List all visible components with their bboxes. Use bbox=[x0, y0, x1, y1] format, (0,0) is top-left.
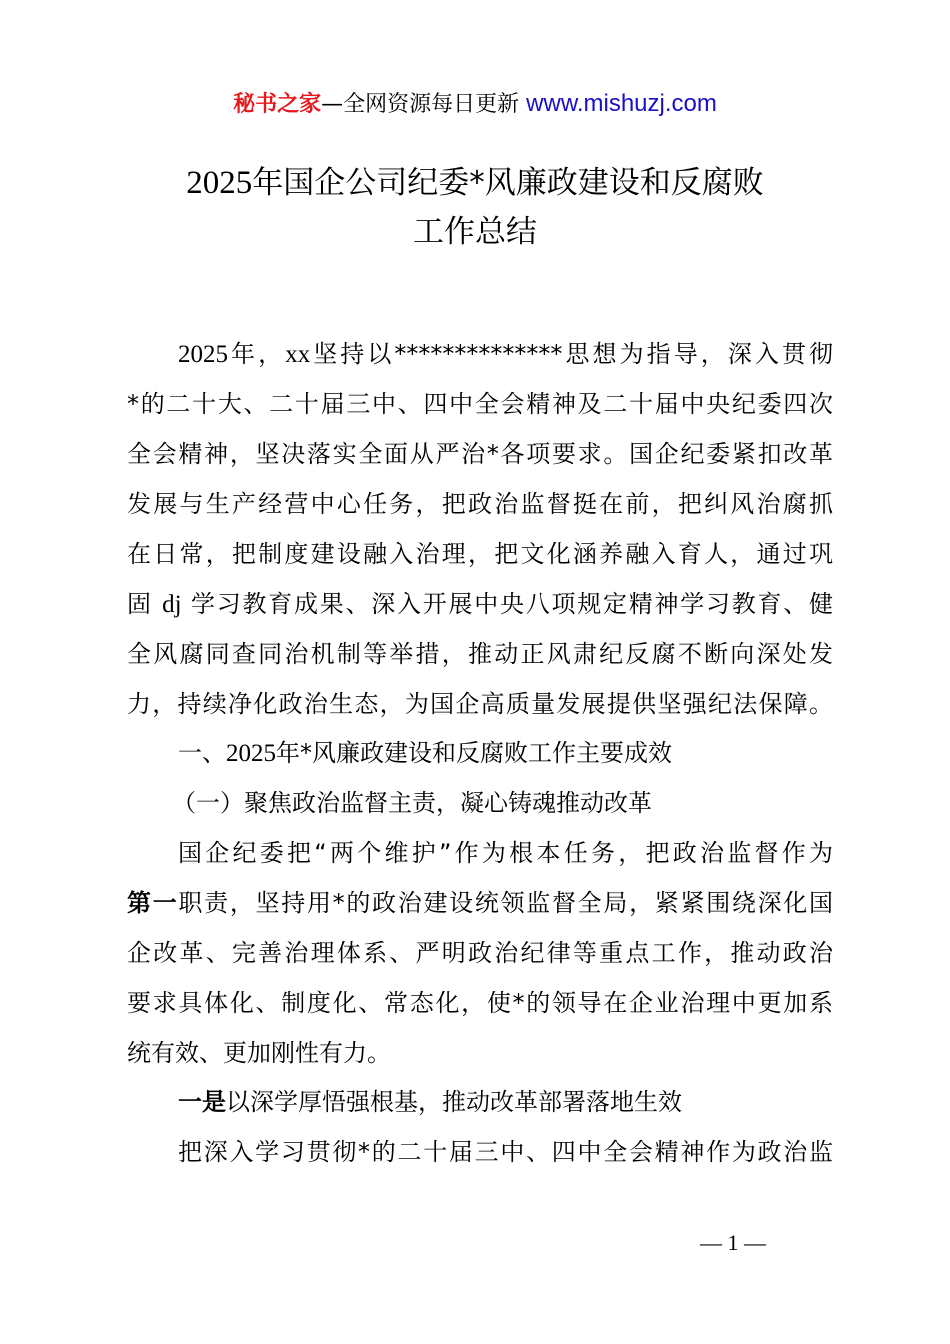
section-heading-1 bbox=[178, 737, 833, 770]
text-segment: 固 bbox=[127, 590, 153, 618]
subsection-heading-1: （一）聚焦政治监督主责，凝心铸魂推动改革 bbox=[172, 789, 652, 817]
text-segment: 以深学厚悟强根基，推动改革部署落地生效 bbox=[226, 1088, 682, 1116]
text-xx: xx bbox=[285, 341, 311, 368]
paragraph-2-line-4: 要求具体化、制度化、常态化，使*的领导在企业治理中更加系 bbox=[127, 989, 833, 1017]
document-title-line-1 bbox=[0, 157, 950, 209]
heading-year: 2025 bbox=[226, 740, 276, 767]
text-segment: 职责，坚持用*的政治建设统领监督全局，紧紧围绕深化国 bbox=[178, 889, 834, 917]
paragraph-1-line-4: 发展与生产经营中心任务，把政治监督挺在前，把纠风治腐抓 bbox=[127, 490, 833, 518]
paragraph-1-line-8: 力，持续净化政治生态，为国企高质量发展提供坚强纪法保障。 bbox=[127, 690, 833, 718]
title-text: 年国企公司纪委*风廉政建设和反腐败 bbox=[252, 165, 764, 201]
paragraph-1-line-7: 全风腐同查同治机制等举措，推动正风肃纪反腐不断向深处发 bbox=[127, 640, 833, 668]
site-url-link[interactable]: www.mishuzj.com bbox=[526, 90, 717, 117]
brand-name: 秘书之家 bbox=[233, 92, 322, 117]
bold-lead: 一是 bbox=[178, 1088, 226, 1116]
paragraph-1-line-6 bbox=[127, 588, 833, 621]
paragraph-1-line-2: *的二十大、二十届三中、四中全会精神及二十届中央纪委四次 bbox=[127, 390, 833, 418]
document-title-line-2: 工作总结 bbox=[413, 214, 537, 250]
text-segment: 年， bbox=[228, 340, 286, 368]
page-number: — 1 — bbox=[700, 1230, 766, 1255]
banner-tagline: —全网资源每日更新 bbox=[321, 92, 520, 117]
paragraph-1-line-5: 在日常，把制度建设融入治理，把文化涵养融入育人，通过巩 bbox=[127, 540, 833, 568]
paragraph-2-line-3: 企改革、完善治理体系、严明政治纪律等重点工作，推动政治 bbox=[127, 939, 833, 967]
text-year: 2025 bbox=[178, 341, 228, 368]
text-dj: dj bbox=[162, 591, 182, 618]
paragraph-2-line-1: 国企纪委把“两个维护”作为根本任务，把政治监督作为 bbox=[178, 839, 833, 867]
paragraph-1-line-3: 全会精神，坚决落实全面从严治*各项要求。国企纪委紧扣改革 bbox=[127, 440, 833, 468]
text-segment: 学习教育成果、深入开展中央八项规定精神学习教育、健 bbox=[191, 590, 834, 618]
paragraph-1-line-1 bbox=[178, 338, 833, 371]
point-heading-1 bbox=[178, 1086, 833, 1118]
paragraph-2-line-5: 统有效、更加刚性有力。 bbox=[127, 1039, 391, 1067]
bold-lead: 第一 bbox=[127, 889, 179, 917]
paragraph-2-line-2 bbox=[127, 887, 833, 919]
heading-text: 年*风廉政建设和反腐败工作主要成效 bbox=[276, 739, 672, 767]
paragraph-3-line-1: 把深入学习贯彻*的二十届三中、四中全会精神作为政治监 bbox=[178, 1138, 833, 1166]
title-year: 2025 bbox=[186, 165, 253, 201]
heading-prefix: 一、 bbox=[178, 739, 226, 767]
site-banner bbox=[0, 88, 950, 121]
text-segment: 坚持以**************思想为指导，深入贯彻 bbox=[310, 340, 834, 368]
